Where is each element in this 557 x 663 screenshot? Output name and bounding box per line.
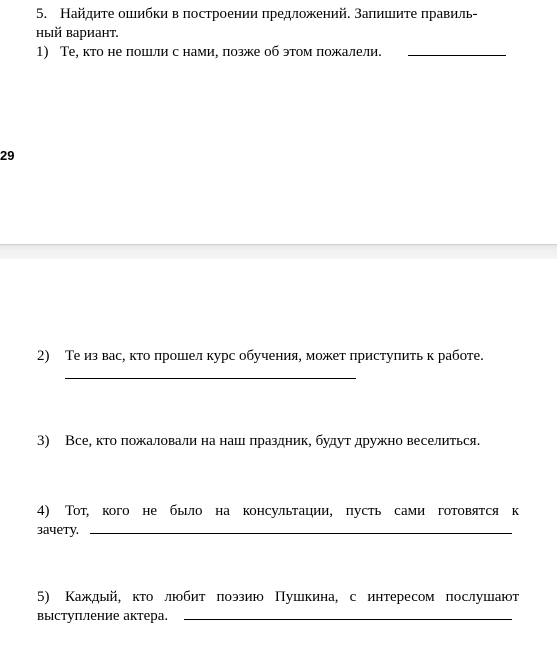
answer-line-1[interactable] (408, 55, 506, 56)
item-2-text: Те из вас, кто прошел курс обучения, может приступить к работе. (65, 348, 484, 364)
item-3-number: 3) (37, 433, 50, 449)
item-1-number: 1) (36, 44, 49, 60)
item-5-text-line2: выступление актера. (37, 608, 169, 624)
item-5-number: 5) (37, 589, 50, 605)
item-5-text-line1: Каждый, кто любит поэзию Пушкина, с интересом послушают (65, 589, 519, 605)
page-sheet-top (0, 0, 557, 244)
answer-line-4[interactable] (90, 533, 512, 534)
item-4-number: 4) (37, 503, 50, 519)
task-instruction-line1: Найдите ошибки в построении предложений. Запишите правиль- (60, 6, 478, 22)
item-4-text-line2: зачету. (37, 522, 80, 538)
page-sheet-bottom (0, 259, 557, 663)
answer-line-2[interactable] (65, 378, 356, 379)
page-separator (0, 244, 557, 259)
answer-line-5[interactable] (184, 619, 512, 620)
item-4-text-line1: Тот, кого не было на консультации, пусть сами готовятся к (65, 503, 519, 519)
page-number: 29 (0, 148, 15, 163)
item-3-text: Все, кто пожаловали на наш праздник, будут дружно веселиться. (65, 433, 481, 449)
item-2-number: 2) (37, 348, 50, 364)
item-1-text: Те, кто не пошли с нами, позже об этом пожалели. (60, 44, 382, 60)
task-number: 5. (36, 6, 48, 22)
task-instruction-line2: ный вариант. (36, 25, 119, 41)
